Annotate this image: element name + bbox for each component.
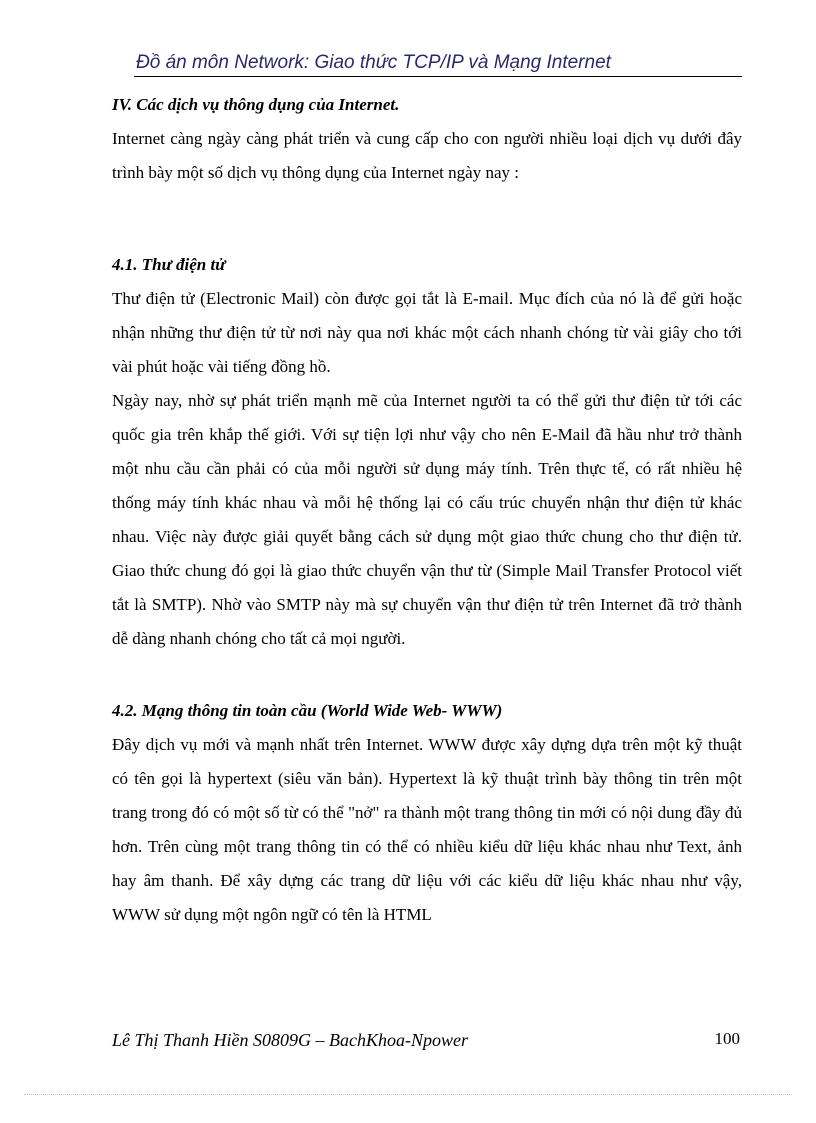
www-paragraph: Đây dịch vụ mới và mạnh nhất trên Internet. WWW được xây dựng dựa trên một kỹ thuật có tên gọi là hypertext (siêu văn bản). Hypertext là kỹ thuật trình bày thông tin trên một trang trong đó có một số từ có thể "nở" ra thành một trang thông tin mới có nội dung đầy đủ hơn. Trên cùng một trang thông tin có thể có nhiều kiểu dữ liệu khác nhau như Text, ảnh hay âm thanh. Để xây dựng các trang dữ liệu với các kiểu dữ liệu khác nhau như vậy, WWW sử dụng một ngôn ngữ có tên là HTML	[112, 735, 742, 924]
section-intro: Internet càng ngày càng phát triển và cung cấp cho con người nhiều loại dịch vụ dưới đây trình bày một số dịch vụ thông dụng của Internet ngày nay :	[112, 129, 742, 182]
bottom-dotted-rule	[24, 1094, 792, 1095]
section-heading: IV. Các dịch vụ thông dụng của Internet.	[112, 95, 400, 114]
page-number: 100	[714, 1029, 740, 1048]
spacer	[112, 190, 742, 248]
header-title: Đồ án môn Network: Giao thức TCP/IP và Mạng Internet	[136, 52, 611, 73]
email-paragraph-2: Ngày nay, nhờ sự phát triển mạnh mẽ của Internet người ta có thể gửi thư điện tử tới các quốc gia trên khắp thế giới. Với sự tiện lợi như vậy cho nên E-Mail đã hầu như trở thành một nhu cầu cần phải có của mỗi người sử dụng máy tính. Trên thực tế, có rất nhiều hệ thống máy tính khác nhau và mỗi hệ thống lại có cấu trúc chuyển nhận thư điện tử khác nhau. Việc này được giải quyết bằng cách sử dụng một giao thức chung cho thư điện tử. Giao thức chung đó gọi là giao thức chuyển vận thư từ (Simple Mail Transfer Protocol viết tắt là SMTP). Nhờ vào SMTP này mà sự chuyển vận thư điện tử trên Internet đã trở thành dễ dàng nhanh chóng cho tất cả mọi người.	[112, 391, 742, 648]
spacer	[112, 656, 742, 694]
page-content	[112, 88, 742, 932]
email-heading: 4.1. Thư điện tử	[112, 255, 226, 274]
footer-author: Lê Thị Thanh Hiền S0809G – BachKhoa-Npower	[112, 1030, 469, 1050]
www-heading: 4.2. Mạng thông tin toàn cầu (World Wide Web- WWW)	[112, 701, 503, 720]
header-rule	[134, 76, 742, 77]
email-paragraph-1: Thư điện tử (Electronic Mail) còn được gọi tắt là E-mail. Mục đích của nó là để gửi hoặc nhận những thư điện tử từ nơi này qua nơi khác một cách nhanh chóng từ vài giây cho tới vài phút hoặc vài tiếng đồng hồ.	[112, 289, 742, 376]
